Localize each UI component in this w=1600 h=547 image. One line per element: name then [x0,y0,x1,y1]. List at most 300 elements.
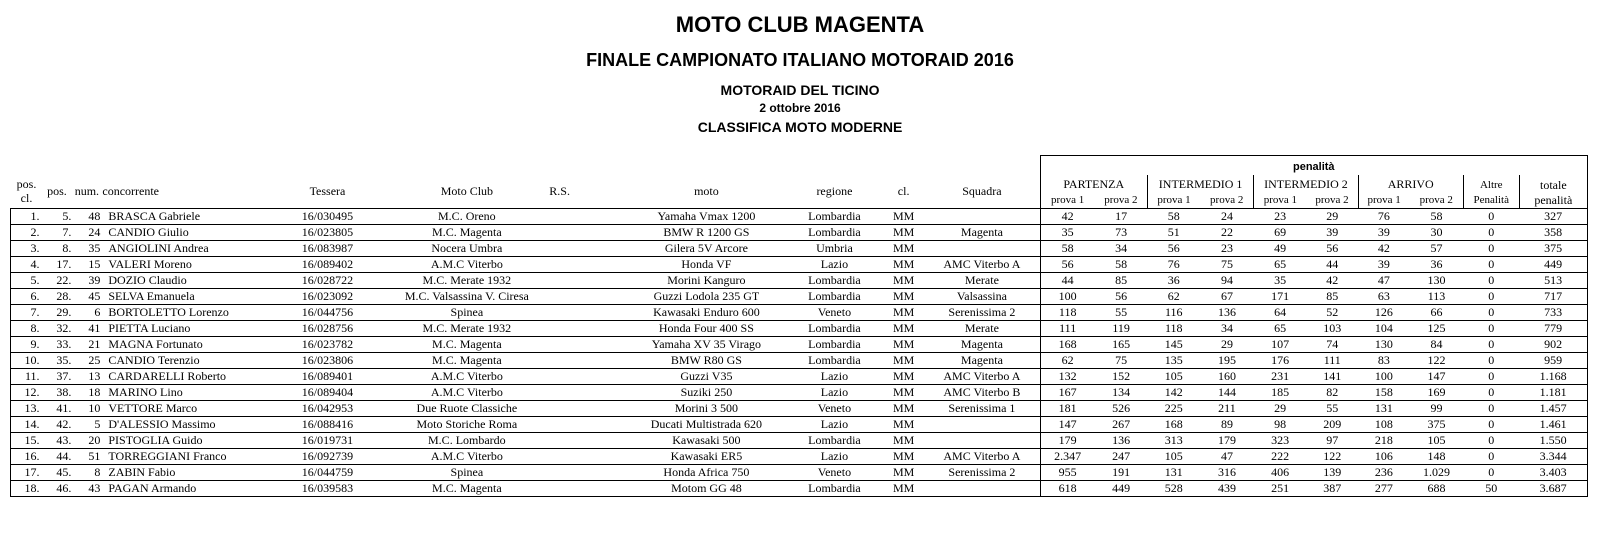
cell-pos: 22. [43,273,72,289]
cell-pos: 38. [43,385,72,401]
cell-partenza-prova2: 85 [1095,273,1148,289]
penalties-header: penalità [1040,156,1587,175]
cell-intermedio1-prova1: 58 [1147,209,1200,225]
cell-motoclub: Due Ruote Classiche [389,401,544,417]
cell-tessera: 16/023092 [266,289,390,305]
cell-rs [544,385,627,401]
cell-total-penalties: 1.181 [1519,385,1587,401]
cell-intermedio1-prova2: 67 [1200,289,1254,305]
table-row [11,449,1588,465]
cell-intermedio2-prova1: 251 [1254,481,1307,497]
cell-competitor: PISTOGLIA Guido [102,433,265,449]
cell-rs [544,337,627,353]
cell-partenza-prova2: 55 [1095,305,1148,321]
cell-other-penalties: 0 [1463,385,1519,401]
cell-tessera: 16/030495 [266,209,390,225]
cell-moto: Honda Africa 750 [627,465,786,481]
cell-motoclub: A.M.C Viterbo [389,369,544,385]
cell-partenza-prova2: 134 [1095,385,1148,401]
cell-partenza-prova2: 73 [1095,225,1148,241]
cell-motoclub: A.M.C Viterbo [389,449,544,465]
event-title: MOTORAID DEL TICINO [720,82,880,98]
cell-class: MM [883,481,924,497]
cell-arrivo-prova2: 36 [1410,257,1464,273]
cell-competitor: D'ALESSIO Massimo [102,417,265,433]
cell-squadra: Magenta [924,225,1040,241]
cell-intermedio1-prova2: 439 [1200,481,1254,497]
club-title: MOTO CLUB MAGENTA [675,12,925,37]
cell-arrivo-prova1: 100 [1358,369,1410,385]
cell-other-penalties: 0 [1463,465,1519,481]
cell-total-penalties: 449 [1519,257,1587,273]
cell-motoclub: Nocera Umbra [389,241,544,257]
cell-competitor: PIETTA Luciano [102,321,265,337]
cell-regione: Lombardia [786,273,883,289]
cell-rs [544,305,627,321]
cell-intermedio2-prova1: 69 [1254,225,1307,241]
cell-moto: Suziki 250 [627,385,786,401]
cell-rs [544,401,627,417]
cell-intermedio1-prova1: 118 [1147,321,1200,337]
cell-rs [544,417,627,433]
col-num: num. [74,183,100,198]
cell-intermedio2-prova2: 141 [1306,369,1358,385]
cell-partenza-prova1: 42 [1040,209,1095,225]
cell-rs [544,449,627,465]
cell-num: 21 [71,337,102,353]
cell-intermedio2-prova1: 65 [1254,257,1307,273]
cell-partenza-prova2: 449 [1095,481,1148,497]
cell-moto: Gilera 5V Arcore [627,241,786,257]
cell-intermedio2-prova1: 64 [1254,305,1307,321]
cell-competitor: CARDARELLI Roberto [102,369,265,385]
table-row [11,289,1588,305]
cell-intermedio1-prova2: 23 [1200,241,1254,257]
cell-arrivo-prova2: 1.029 [1410,465,1464,481]
cell-pos-class: 5. [11,273,43,289]
cell-regione: Lazio [786,449,883,465]
cell-arrivo-prova2: 169 [1410,385,1464,401]
cell-intermedio1-prova1: 528 [1147,481,1200,497]
cell-intermedio1-prova1: 225 [1147,401,1200,417]
cell-moto: Morini Kanguro [627,273,786,289]
cell-regione: Lazio [786,369,883,385]
col-other-penalties: Altre Penalità [1463,175,1519,209]
table-row [11,321,1588,337]
cell-class: MM [883,465,924,481]
cell-intermedio1-prova1: 76 [1147,257,1200,273]
cell-arrivo-prova1: 39 [1358,225,1410,241]
cell-pos: 41. [43,401,72,417]
table-row [11,481,1588,497]
cell-arrivo-prova2: 113 [1410,289,1464,305]
cell-rs [544,321,627,337]
cell-intermedio1-prova2: 179 [1200,433,1254,449]
cell-arrivo-prova1: 83 [1358,353,1410,369]
cell-moto: Ducati Multistrada 620 [627,417,786,433]
event-date: 2 ottobre 2016 [759,101,841,115]
col-partenza-prova1: prova 1 [1040,192,1095,209]
cell-other-penalties: 0 [1463,449,1519,465]
cell-intermedio2-prova1: 185 [1254,385,1307,401]
cell-pos-class: 4. [11,257,43,273]
cell-intermedio2-prova1: 23 [1254,209,1307,225]
cell-arrivo-prova1: 130 [1358,337,1410,353]
cell-other-penalties: 0 [1463,321,1519,337]
col-competitor: concorrente [102,183,160,198]
cell-partenza-prova2: 267 [1095,417,1148,433]
cell-arrivo-prova1: 42 [1358,241,1410,257]
cell-moto: Honda Four 400 SS [627,321,786,337]
col-partenza: PARTENZA [1040,175,1147,192]
cell-intermedio1-prova2: 34 [1200,321,1254,337]
cell-num: 39 [71,273,102,289]
table-row [11,401,1588,417]
cell-intermedio1-prova2: 316 [1200,465,1254,481]
cell-total-penalties: 327 [1519,209,1587,225]
cell-total-penalties: 1.550 [1519,433,1587,449]
cell-other-penalties: 0 [1463,417,1519,433]
cell-pos-class: 6. [11,289,43,305]
championship-title: FINALE CAMPIONATO ITALIANO MOTORAID 2016 [586,50,1014,70]
cell-intermedio2-prova2: 97 [1306,433,1358,449]
cell-pos: 44. [43,449,72,465]
cell-partenza-prova2: 75 [1095,353,1148,369]
col-intermedio1-prova1: prova 1 [1147,192,1200,209]
cell-squadra [924,417,1040,433]
cell-arrivo-prova1: 76 [1358,209,1410,225]
cell-intermedio2-prova2: 111 [1306,353,1358,369]
cell-class: MM [883,337,924,353]
cell-arrivo-prova2: 688 [1410,481,1464,497]
cell-competitor: VALERI Moreno [102,257,265,273]
col-class: cl. [897,183,910,198]
cell-total-penalties: 3.687 [1519,481,1587,497]
cell-partenza-prova2: 58 [1095,257,1148,273]
cell-intermedio2-prova2: 74 [1306,337,1358,353]
cell-num: 43 [71,481,102,497]
cell-arrivo-prova2: 105 [1410,433,1464,449]
cell-other-penalties: 0 [1463,353,1519,369]
cell-class: MM [883,225,924,241]
cell-arrivo-prova2: 84 [1410,337,1464,353]
col-intermedio2-prova2: prova 2 [1315,194,1349,206]
cell-partenza-prova2: 17 [1095,209,1148,225]
cell-regione: Lombardia [786,481,883,497]
cell-motoclub: M.C. Lombardo [389,433,544,449]
cell-arrivo-prova2: 130 [1410,273,1464,289]
cell-pos: 32. [43,321,72,337]
cell-motoclub: M.C. Valsassina V. Ciresa [389,289,544,305]
cell-class: MM [883,369,924,385]
cell-num: 48 [71,209,102,225]
cell-intermedio1-prova1: 135 [1147,353,1200,369]
cell-arrivo-prova2: 122 [1410,353,1464,369]
cell-pos: 45. [43,465,72,481]
cell-tessera: 16/044759 [266,465,390,481]
cell-partenza-prova1: 955 [1040,465,1095,481]
cell-other-penalties: 0 [1463,289,1519,305]
cell-intermedio2-prova2: 103 [1306,321,1358,337]
cell-intermedio2-prova2: 44 [1306,257,1358,273]
cell-competitor: PAGAN Armando [102,481,265,497]
cell-other-penalties: 0 [1463,225,1519,241]
cell-partenza-prova2: 136 [1095,433,1148,449]
cell-pos-class: 18. [11,481,43,497]
cell-pos-class: 14. [11,417,43,433]
cell-motoclub: A.M.C Viterbo [389,385,544,401]
cell-partenza-prova1: 179 [1040,433,1095,449]
cell-arrivo-prova2: 66 [1410,305,1464,321]
cell-squadra [924,241,1040,257]
cell-tessera: 16/042953 [266,401,390,417]
cell-class: MM [883,305,924,321]
cell-class: MM [883,241,924,257]
cell-intermedio1-prova2: 29 [1200,337,1254,353]
cell-pos-class: 1. [11,209,43,225]
table-row [11,305,1588,321]
cell-total-penalties: 3.403 [1519,465,1587,481]
cell-intermedio1-prova2: 160 [1200,369,1254,385]
cell-motoclub: Moto Storiche Roma [389,417,544,433]
cell-partenza-prova1: 167 [1040,385,1095,401]
cell-intermedio2-prova1: 323 [1254,433,1307,449]
cell-pos: 7. [43,225,72,241]
table-row [11,241,1588,257]
cell-pos-class: 16. [11,449,43,465]
cell-moto: Yamaha Vmax 1200 [627,209,786,225]
cell-other-penalties: 0 [1463,401,1519,417]
cell-pos-class: 3. [11,241,43,257]
cell-arrivo-prova1: 39 [1358,257,1410,273]
table-row [11,433,1588,449]
cell-intermedio1-prova1: 51 [1147,225,1200,241]
cell-partenza-prova2: 34 [1095,241,1148,257]
col-tessera: Tessera [309,183,346,198]
cell-num: 5 [71,417,102,433]
cell-num: 25 [71,353,102,369]
cell-moto: Honda VF [627,257,786,273]
cell-num: 20 [71,433,102,449]
cell-partenza-prova1: 118 [1040,305,1095,321]
table-row [11,337,1588,353]
cell-competitor: MAGNA Fortunato [102,337,265,353]
cell-intermedio1-prova2: 89 [1200,417,1254,433]
cell-regione: Veneto [786,305,883,321]
cell-intermedio2-prova2: 209 [1306,417,1358,433]
cell-rs [544,481,627,497]
cell-intermedio1-prova1: 131 [1147,465,1200,481]
cell-competitor: TORREGGIANI Franco [102,449,265,465]
cell-class: MM [883,385,924,401]
cell-arrivo-prova1: 236 [1358,465,1410,481]
cell-pos: 35. [43,353,72,369]
cell-total-penalties: 779 [1519,321,1587,337]
cell-intermedio2-prova2: 139 [1306,465,1358,481]
col-moto: moto [694,183,719,198]
cell-regione: Lazio [786,257,883,273]
table-row [11,385,1588,401]
col-intermedio1-prova2: prova 2 [1210,194,1244,206]
cell-other-penalties: 0 [1463,369,1519,385]
cell-intermedio1-prova2: 75 [1200,257,1254,273]
cell-other-penalties: 0 [1463,433,1519,449]
cell-rs [544,273,627,289]
cell-arrivo-prova1: 108 [1358,417,1410,433]
cell-intermedio2-prova1: 29 [1254,401,1307,417]
cell-intermedio2-prova1: 231 [1254,369,1307,385]
cell-squadra: Serenissima 2 [924,465,1040,481]
cell-intermedio1-prova1: 313 [1147,433,1200,449]
cell-intermedio2-prova2: 39 [1306,225,1358,241]
col-squadra: Squadra [962,183,1002,198]
table-row [11,353,1588,369]
cell-total-penalties: 1.168 [1519,369,1587,385]
cell-intermedio2-prova2: 82 [1306,385,1358,401]
cell-regione: Lombardia [786,353,883,369]
cell-other-penalties: 50 [1463,481,1519,497]
cell-arrivo-prova1: 126 [1358,305,1410,321]
cell-num: 35 [71,241,102,257]
cell-num: 10 [71,401,102,417]
cell-pos-class: 8. [11,321,43,337]
cell-intermedio2-prova1: 176 [1254,353,1307,369]
cell-motoclub: M.C. Merate 1932 [389,321,544,337]
cell-partenza-prova1: 147 [1040,417,1095,433]
cell-other-penalties: 0 [1463,257,1519,273]
cell-tessera: 16/028722 [266,273,390,289]
cell-num: 18 [71,385,102,401]
col-arrivo-prova2: prova 2 [1419,194,1453,206]
cell-intermedio1-prova2: 94 [1200,273,1254,289]
col-partenza-prova2: prova 2 [1104,194,1138,206]
table-row [11,257,1588,273]
cell-num: 45 [71,289,102,305]
cell-regione: Lazio [786,385,883,401]
cell-partenza-prova1: 35 [1040,225,1095,241]
col-arrivo-prova1: prova 1 [1358,192,1410,209]
cell-regione: Lombardia [786,225,883,241]
cell-other-penalties: 0 [1463,273,1519,289]
cell-intermedio1-prova2: 195 [1200,353,1254,369]
cell-total-penalties: 513 [1519,273,1587,289]
cell-intermedio1-prova2: 47 [1200,449,1254,465]
cell-partenza-prova1: 2.347 [1040,449,1095,465]
cell-num: 6 [71,305,102,321]
cell-partenza-prova1: 181 [1040,401,1095,417]
cell-squadra: Magenta [924,337,1040,353]
cell-moto: Kawasaki 500 [627,433,786,449]
cell-squadra: Magenta [924,353,1040,369]
cell-regione: Lazio [786,417,883,433]
cell-competitor: BORTOLETTO Lorenzo [102,305,265,321]
cell-intermedio2-prova1: 98 [1254,417,1307,433]
cell-tessera: 16/089402 [266,257,390,273]
cell-other-penalties: 0 [1463,337,1519,353]
cell-squadra: Merate [924,321,1040,337]
cell-pos: 29. [43,305,72,321]
cell-tessera: 16/089401 [266,369,390,385]
cell-regione: Veneto [786,401,883,417]
cell-intermedio2-prova2: 29 [1306,209,1358,225]
cell-partenza-prova1: 62 [1040,353,1095,369]
cell-total-penalties: 375 [1519,241,1587,257]
cell-tessera: 16/019731 [266,433,390,449]
cell-arrivo-prova2: 148 [1410,449,1464,465]
cell-tessera: 16/083987 [266,241,390,257]
cell-pos-class: 2. [11,225,43,241]
cell-pos-class: 12. [11,385,43,401]
cell-rs [544,241,627,257]
cell-moto: Guzzi Lodola 235 GT [627,289,786,305]
cell-intermedio1-prova1: 36 [1147,273,1200,289]
cell-competitor: CANDIO Giulio [102,225,265,241]
cell-pos: 28. [43,289,72,305]
cell-motoclub: Spinea [389,305,544,321]
cell-intermedio2-prova1: 222 [1254,449,1307,465]
cell-competitor: DOZIO Claudio [102,273,265,289]
cell-pos: 37. [43,369,72,385]
cell-tessera: 16/089404 [266,385,390,401]
table-row [11,273,1588,289]
cell-class: MM [883,417,924,433]
cell-moto: Morini 3 500 [627,401,786,417]
cell-total-penalties: 1.457 [1519,401,1587,417]
table-row [11,369,1588,385]
cell-pos: 8. [43,241,72,257]
cell-intermedio2-prova1: 49 [1254,241,1307,257]
cell-num: 8 [71,465,102,481]
cell-arrivo-prova2: 125 [1410,321,1464,337]
cell-competitor: MARINO Lino [102,385,265,401]
cell-arrivo-prova1: 131 [1358,401,1410,417]
cell-class: MM [883,401,924,417]
cell-intermedio1-prova1: 142 [1147,385,1200,401]
cell-pos: 17. [43,257,72,273]
cell-class: MM [883,353,924,369]
cell-regione: Lombardia [786,433,883,449]
cell-rs [544,225,627,241]
classification-title: CLASSIFICA MOTO MODERNE [697,119,903,135]
cell-total-penalties: 3.344 [1519,449,1587,465]
cell-total-penalties: 1.461 [1519,417,1587,433]
cell-squadra: Merate [924,273,1040,289]
cell-intermedio2-prova1: 406 [1254,465,1307,481]
cell-arrivo-prova2: 57 [1410,241,1464,257]
cell-rs [544,289,627,305]
cell-pos: 42. [43,417,72,433]
table-row [11,465,1588,481]
cell-tessera: 16/088416 [266,417,390,433]
cell-competitor: SELVA Emanuela [102,289,265,305]
cell-arrivo-prova1: 63 [1358,289,1410,305]
cell-regione: Veneto [786,465,883,481]
cell-motoclub: M.C. Merate 1932 [389,273,544,289]
cell-partenza-prova1: 111 [1040,321,1095,337]
cell-partenza-prova1: 58 [1040,241,1095,257]
col-pos-class: pos. cl. [16,177,37,206]
cell-pos-class: 9. [11,337,43,353]
cell-tessera: 16/028756 [266,321,390,337]
cell-pos-class: 11. [11,369,43,385]
cell-rs [544,209,627,225]
cell-class: MM [883,273,924,289]
cell-intermedio1-prova1: 62 [1147,289,1200,305]
cell-intermedio1-prova2: 24 [1200,209,1254,225]
cell-squadra: AMC Viterbo A [924,257,1040,273]
cell-intermedio2-prova2: 55 [1306,401,1358,417]
cell-competitor: CANDIO Terenzio [102,353,265,369]
